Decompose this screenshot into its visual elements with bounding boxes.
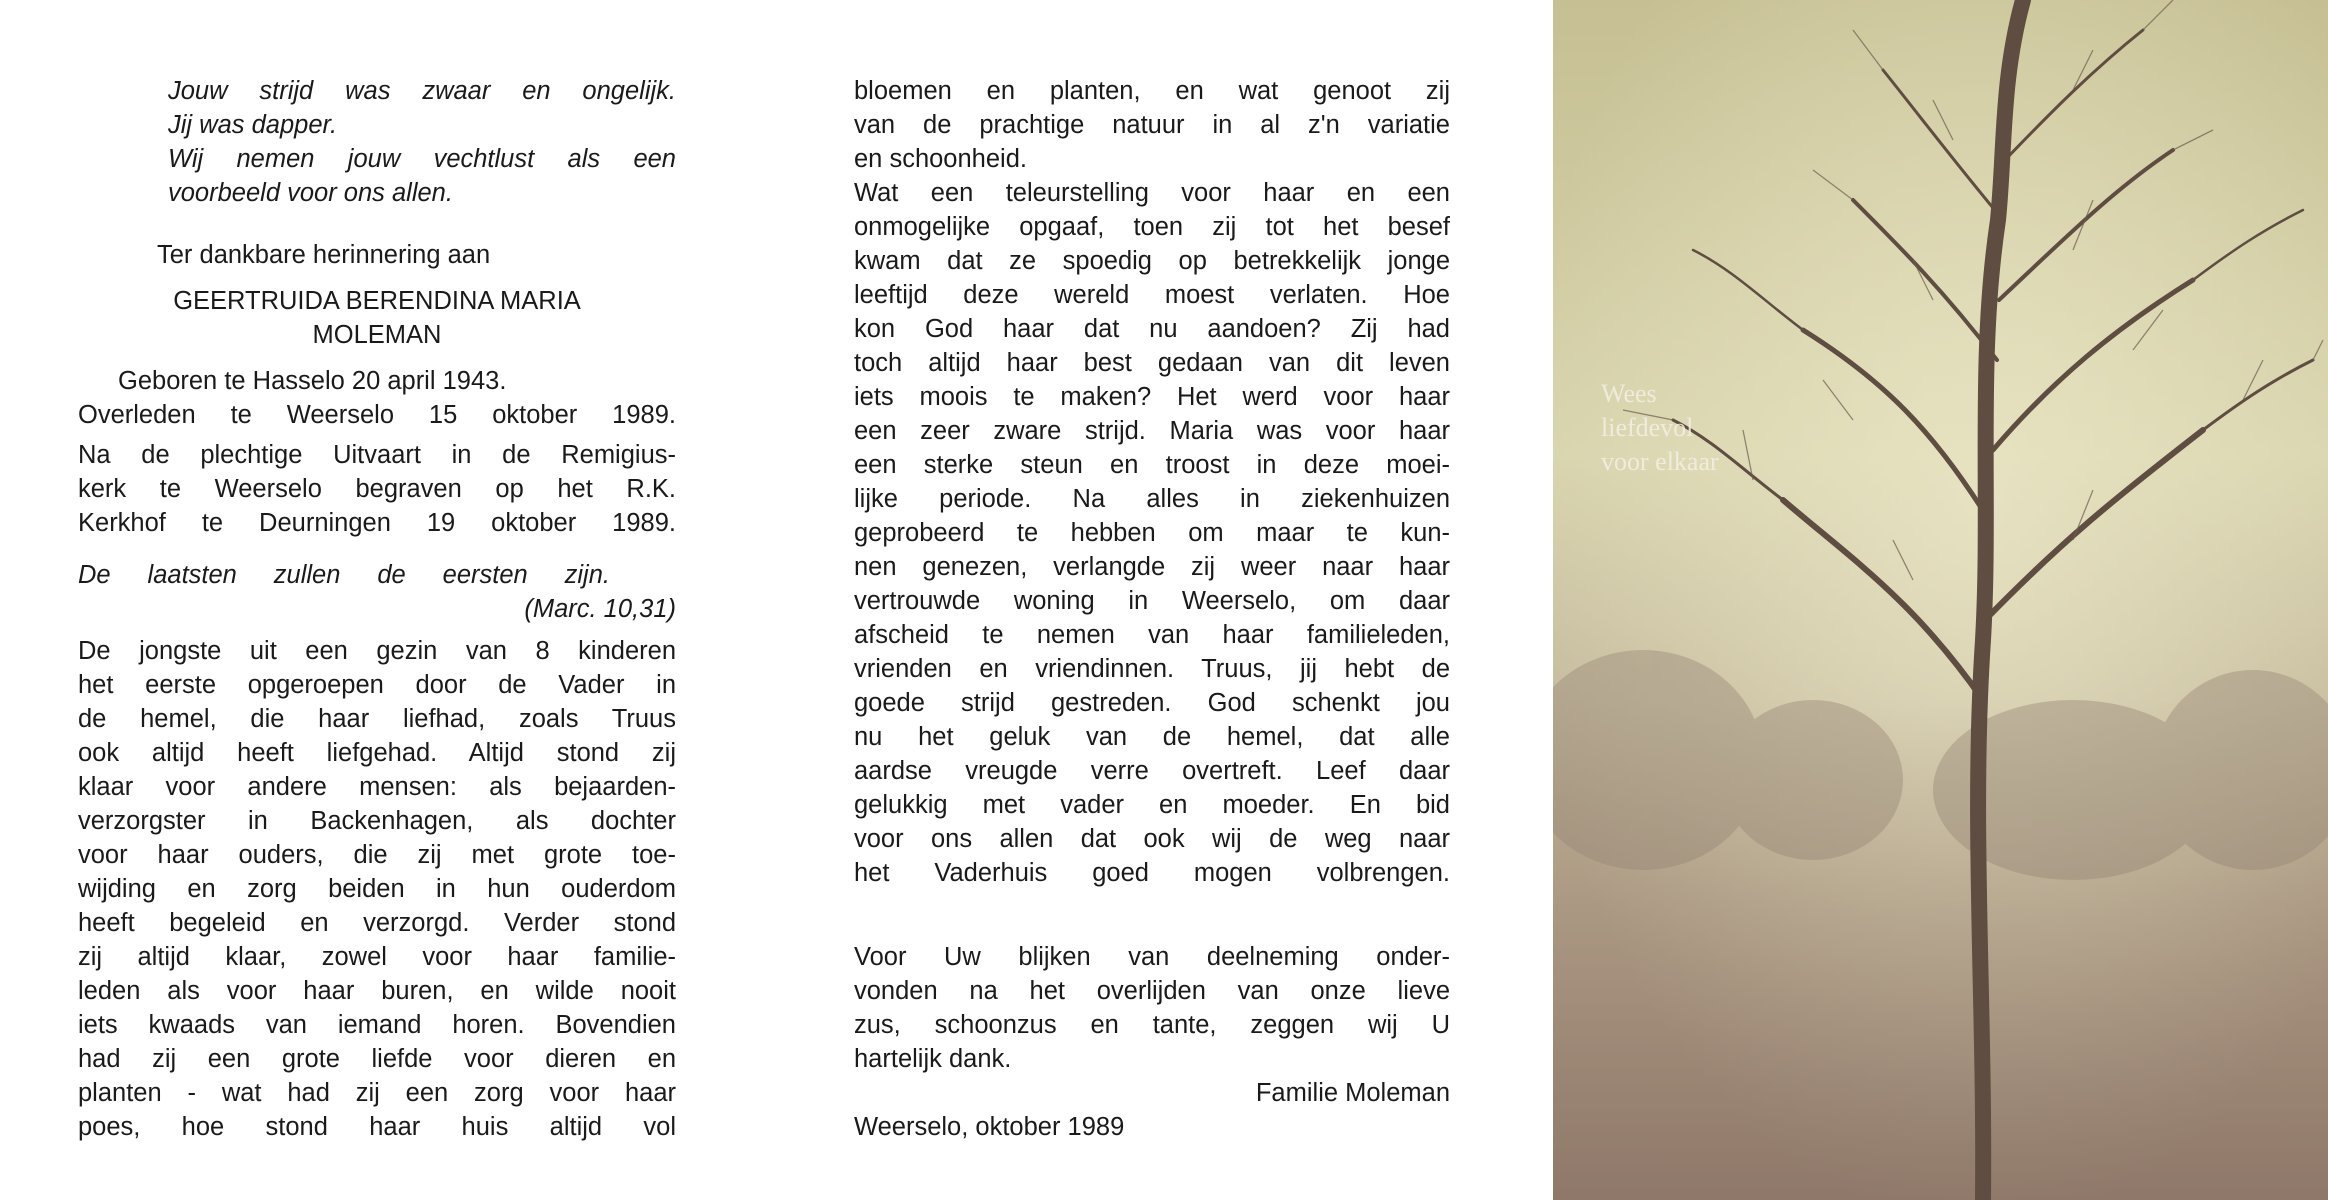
bio-line: wijding en zorg beiden in hun ouderdom [78,875,676,903]
family-signature: Familie Moleman [1255,1079,1450,1107]
bio-line: voor haar ouders, die zij met grote toe- [78,841,676,869]
bio-line: verzorgster in Backenhagen, als dochter [78,807,676,835]
bio-line: poes, hoe stond haar huis altijd vol [78,1113,676,1141]
body-line: lijke periode. Na alles in ziekenhuizen [854,485,1450,513]
birth-line: Geboren te Hasselo 20 april 1943. [118,367,507,395]
life-dates [78,364,676,432]
body-line: vrienden en vriendinnen. Truus, jij hebt de [854,655,1450,683]
body-line: nen genezen, verlangde zij weer naar haar [854,553,1450,581]
motto-line: liefdevol [1601,413,1694,442]
body-line: leeftijd deze wereld moest verlaten. Hoe [854,281,1450,309]
body-line: iets moois te maken? Het werd voor haar [854,383,1450,411]
body-line: goede strijd gestreden. God schenkt jou [854,689,1450,717]
remembrance-heading [78,238,676,272]
body-line: van de prachtige natuur in al z'n variatie [854,111,1450,139]
funeral-line: Na de plechtige Uitvaart in de Remigius- [78,441,676,469]
body-line: toch altijd haar best gedaan van dit leven [854,349,1450,377]
body-line: vertrouwde woning in Weerselo, om daar [854,587,1450,615]
middle-body [854,74,1450,890]
body-line: geprobeerd te hebben om maar te kun- [854,519,1450,547]
bio-line: ook altijd heeft liefgehad. Altijd stond zij [78,739,676,767]
bio-line: de hemel, die haar liefhad, zoals Truus [78,705,676,733]
quote-text: De laatsten zullen de eersten zijn. [78,561,610,589]
body-line: kwam dat ze spoedig op betrekkelijk jonge [854,247,1450,275]
body-line: Wat een teleurstelling voor haar en een [854,179,1450,207]
thanks-message [854,940,1450,1144]
poem-line: Jij was dapper. [168,111,338,139]
funeral-line: kerk te Weerselo begraven op het R.K. [78,475,676,503]
bio-line: iets kwaads van iemand horen. Bovendien [78,1011,676,1039]
name-line: GEERTRUIDA BERENDINA MARIA [173,287,581,315]
funeral-info [78,438,676,540]
body-line: het Vaderhuis goed mogen volbrengen. [854,859,1450,887]
body-line: bloemen en planten, en wat genoot zij [854,77,1450,105]
body-line: afscheid te nemen van haar familieleden, [854,621,1450,649]
bio-line: het eerste opgeroepen door de Vader in [78,671,676,699]
deceased-name [78,284,676,352]
body-line: kon God haar dat nu aandoen? Zij had [854,315,1450,343]
bio-line: planten - wat had zij een zorg voor haar [78,1079,676,1107]
bio-line: had zij een grote liefde voor dieren en [78,1045,676,1073]
bio-line: klaar voor andere mensen: als bejaarden- [78,773,676,801]
motto-line: voor elkaar [1601,447,1719,476]
bio-line: zij altijd klaar, zowel voor haar familie- [78,943,676,971]
bio-line: heeft begeleid en verzorgd. Verder stond [78,909,676,937]
bio-line: leden als voor haar buren, en wilde nooit [78,977,676,1005]
body-line: een sterke steun en troost in deze moei- [854,451,1450,479]
bio-line: De jongste uit een gezin van 8 kinderen [78,637,676,665]
thanks-line: Voor Uw blijken van deelneming onder- [854,943,1450,971]
tree-photo [1553,0,2328,1200]
misty-tree-illustration [1553,0,2328,1200]
poem-line: voorbeeld voor ons allen. [168,179,453,207]
motto-text [1601,377,1719,479]
body-line: onmogelijke opgaaf, toen zij tot het besef [854,213,1450,241]
remembrance-text: Ter dankbare herinnering aan [157,241,491,269]
body-line: aardse vreugde verre overtreft. Leef daar [854,757,1450,785]
body-line: nu het geluk van de hemel, dat alle [854,723,1450,751]
biography [78,634,676,1144]
thanks-line: hartelijk dank. [854,1045,1012,1073]
body-line: een zeer zware strijd. Maria was voor haar [854,417,1450,445]
motto-line: Wees [1601,379,1657,408]
body-line: voor ons allen dat ook wij de weg naar [854,825,1450,853]
death-line: Overleden te Weerselo 15 oktober 1989. [78,401,676,429]
thanks-line: zus, schoonzus en tante, zeggen wij U [854,1011,1450,1039]
poem-line: Jouw strijd was zwaar en ongelijk. [168,77,676,105]
body-line: en schoonheid. [854,145,1027,173]
funeral-line: Kerkhof te Deurningen 19 oktober 1989. [78,509,676,537]
name-line: MOLEMAN [312,321,442,349]
thanks-line: vonden na het overlijden van onze lieve [854,977,1450,1005]
quote-reference: (Marc. 10,31) [524,595,676,623]
poem [168,74,676,210]
poem-line: Wij nemen jouw vechtlust als een [168,145,676,173]
bible-quote [78,558,676,626]
body-line: gelukkig met vader en moeder. En bid [854,791,1450,819]
place-date: Weerselo, oktober 1989 [854,1113,1125,1141]
